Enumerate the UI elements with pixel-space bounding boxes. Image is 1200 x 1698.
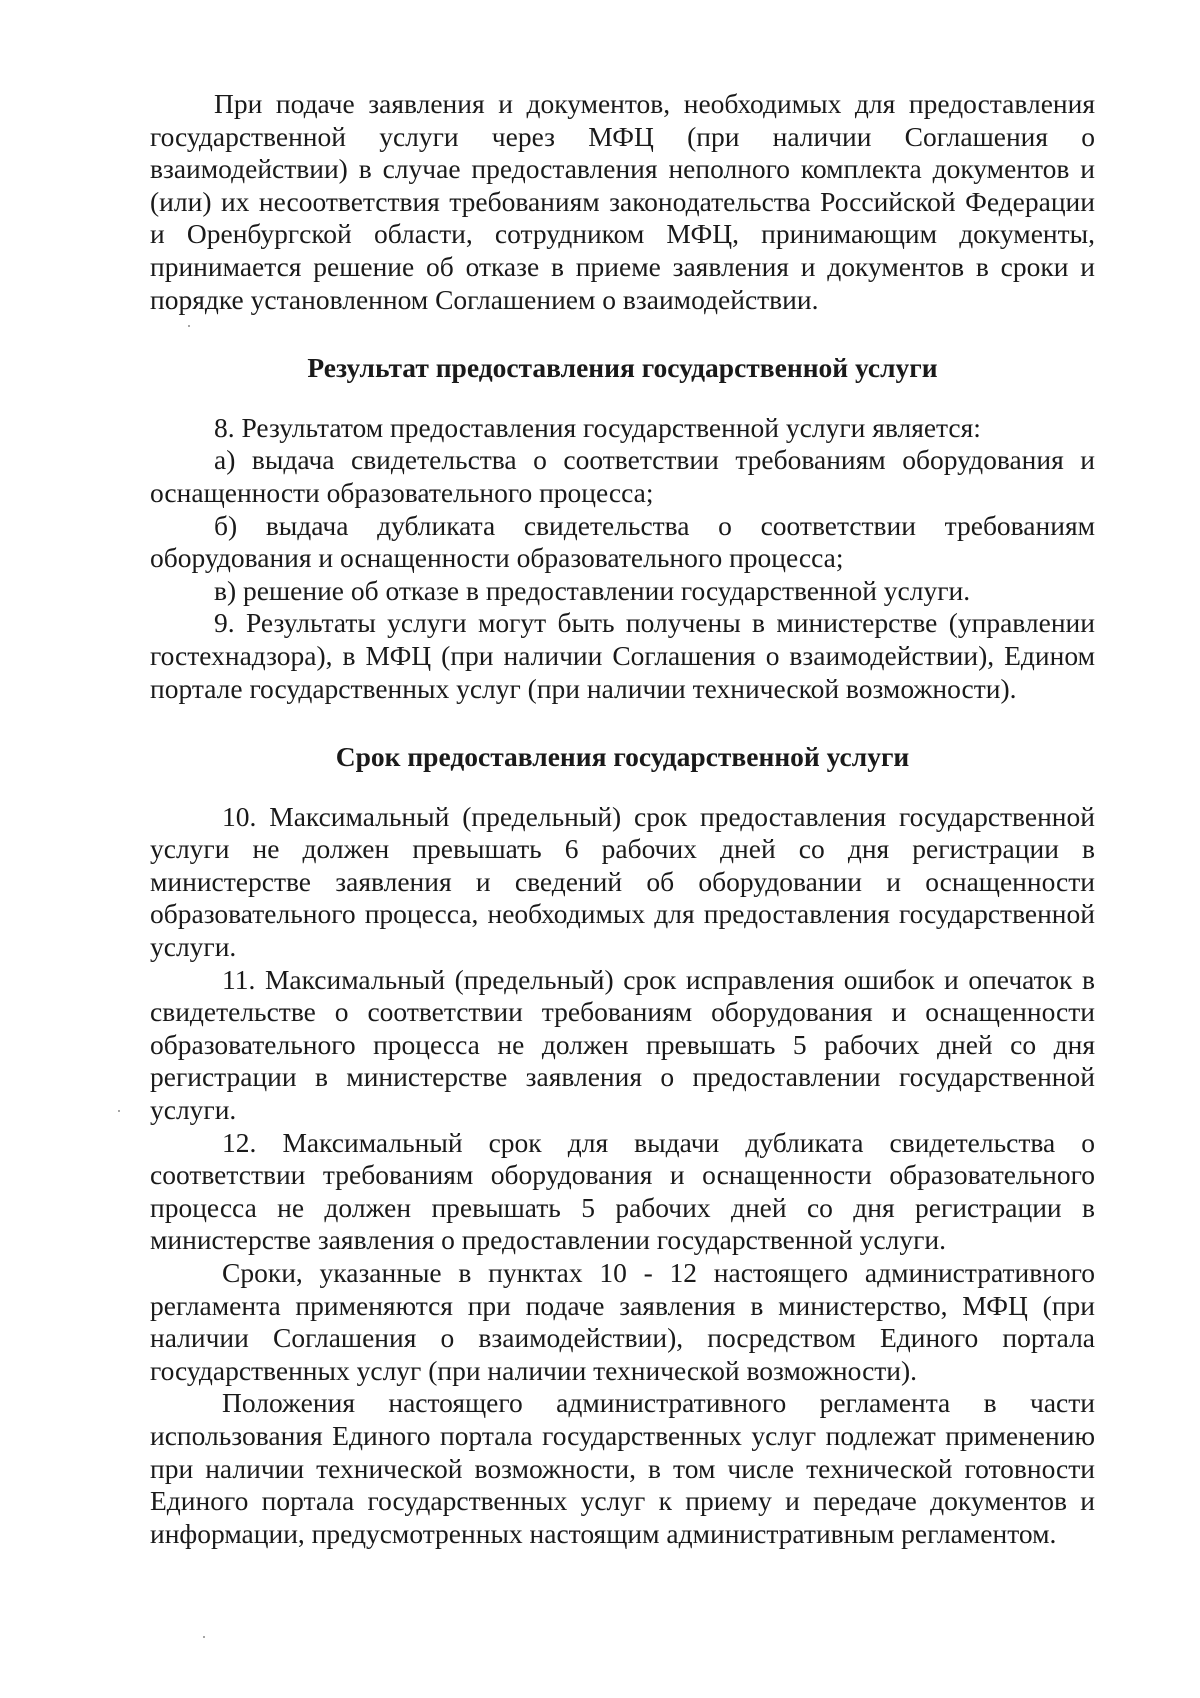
paragraph-terms: Сроки, указанные в пунктах 10 - 12 настоящего административного регламента применяются при подаче заявления в министерство, МФЦ (при наличии Соглашения о взаимодействии), посредством Единого портала государственных услуг (при наличии технической возможности). bbox=[150, 1257, 1095, 1386]
intro-paragraph: При подаче заявления и документов, необходимых для предоставления государственной услуги через МФЦ (при наличии Соглашения о взаимодействии) в случае предоставления неполного комплекта документов и (или) их несоответствия требованиям законодательства Российской Федерации и Оренбургской области, сотрудником МФЦ, принимающим документы, принимается решение об отказе в приеме заявления и документов в сроки и порядке установленном Соглашением о взаимодействии. bbox=[150, 88, 1095, 315]
paragraph-8b: б) выдача дубликата свидетельства о соответствии требованиям оборудования и оснащенности образовательного процесса; bbox=[150, 509, 1095, 574]
paragraph-8a: а) выдача свидетельства о соответствии требованиям оборудования и оснащенности образовательного процесса; bbox=[150, 444, 1095, 508]
paragraph-11: 11. Максимальный (предельный) срок исправления ошибок и опечаток в свидетельстве о соответствии требованиям оборудования и оснащенности образовательного процесса не должен превышать 5 рабочих дней со дня регистрации в министерстве заявления о предоставлении государственной услуги. bbox=[150, 963, 1095, 1126]
paragraph-8c: в) решение об отказе в предоставлении государственной услуги. bbox=[214, 574, 971, 606]
scan-speck bbox=[203, 1636, 205, 1638]
document-page bbox=[150, 88, 1095, 1550]
section-heading-term: Срок предоставления государственной услуги bbox=[335, 741, 910, 773]
scan-speck bbox=[118, 1110, 120, 1112]
paragraph-provisions: Положения настоящего административного регламента в части использования Единого портала государственных услуг подлежат применению при наличии технической возможности, в том числе технической готовности Единого портала государственных услуг к приему и передаче документов и информации, предусмотренных настоящим административным регламентом. bbox=[150, 1387, 1095, 1549]
section-heading-result: Результат предоставления государственной услуги bbox=[307, 352, 938, 384]
scan-speck bbox=[188, 325, 190, 327]
paragraph-12: 12. Максимальный срок для выдачи дубликата свидетельства о соответствии требованиям оборудования и оснащенности образовательного процесса не должен превышать 5 рабочих дней со дня регистрации в министерстве заявления о предоставлении государственной услуги. bbox=[150, 1126, 1095, 1256]
paragraph-8: 8. Результатом предоставления государственной услуги является: bbox=[214, 411, 981, 443]
paragraph-10: 10. Максимальный (предельный) срок предоставления государственной услуги не должен превышать 6 рабочих дней со дня регистрации в министерстве заявления и сведений об оборудовании и оснащенности образовательного процесса, необходимых для предоставления государственной услуги. bbox=[150, 800, 1095, 963]
paragraph-9: 9. Результаты услуги могут быть получены в министерстве (управлении гостехнадзора), в МФЦ (при наличии Соглашения о взаимодействии), Едином портале государственных услуг (при наличии технической возможности). bbox=[150, 607, 1095, 704]
